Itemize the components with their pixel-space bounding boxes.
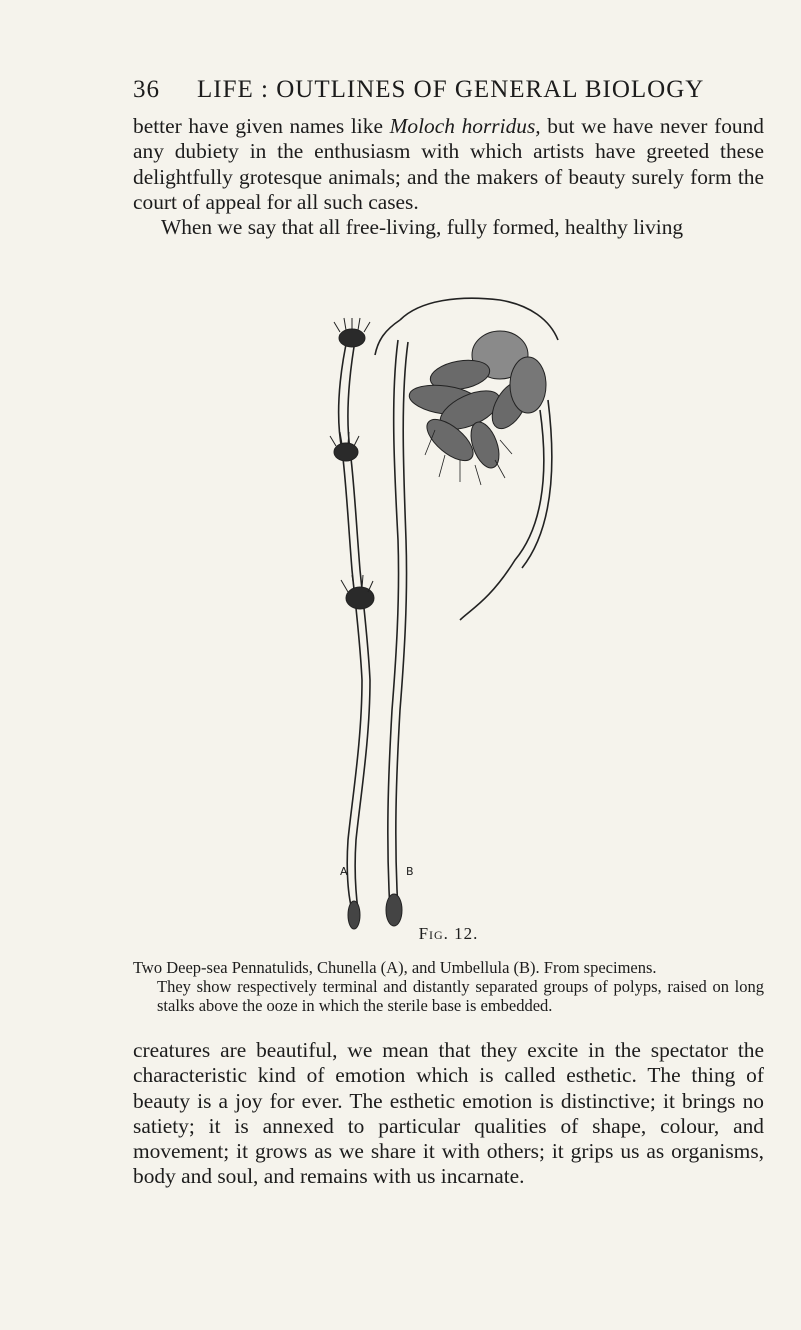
figure-label-b: B (406, 865, 414, 878)
top-paragraph-part2: but we have never found any dubiety in the enthusiasm with which artists have greeted these delightfully grotesque animals; and the makers of beauty surely form the court of appeal for all such cases. (133, 114, 764, 214)
caption-first-line: Two Deep-sea Pennatulids, Chunella (A), and Umbellula (B). From specimens. (133, 958, 657, 977)
running-head (133, 70, 773, 110)
caption-continuation: They show respectively terminal and distantly separated groups of polyps, raised on long stalks above the ooze in which the sterile base is embedded. (157, 977, 764, 1015)
next-paragraph-start: When we say that all free-living, fully formed, healthy living (161, 215, 684, 240)
page-number: 36 (133, 76, 160, 103)
figure-caption (133, 958, 764, 1015)
top-paragraph (133, 114, 764, 240)
figure-number: Fig. 12. (418, 924, 479, 943)
species-name-italic: Moloch horridus, (389, 114, 541, 138)
running-title: LIFE : OUTLINES OF GENERAL BIOLOGY (197, 76, 705, 103)
pennatulid-illustration (300, 280, 600, 940)
top-paragraph-part1: better have given names like (133, 114, 390, 138)
bottom-paragraph (133, 1038, 764, 1190)
bottom-paragraph-text: creatures are beautiful, we mean that they excite in the spectator the characteristic kind of emotion which is called esthetic. The thing of beauty is a joy for ever. The esthetic emotion is distinctive; it brings no satiety; it is annexed to particular qualities of shape, colour, and movement; it grows as we share it with others; it grips us as organisms, body and soul, and remains with us incarnate. (133, 1038, 764, 1189)
figure-label-a: A (340, 865, 348, 878)
